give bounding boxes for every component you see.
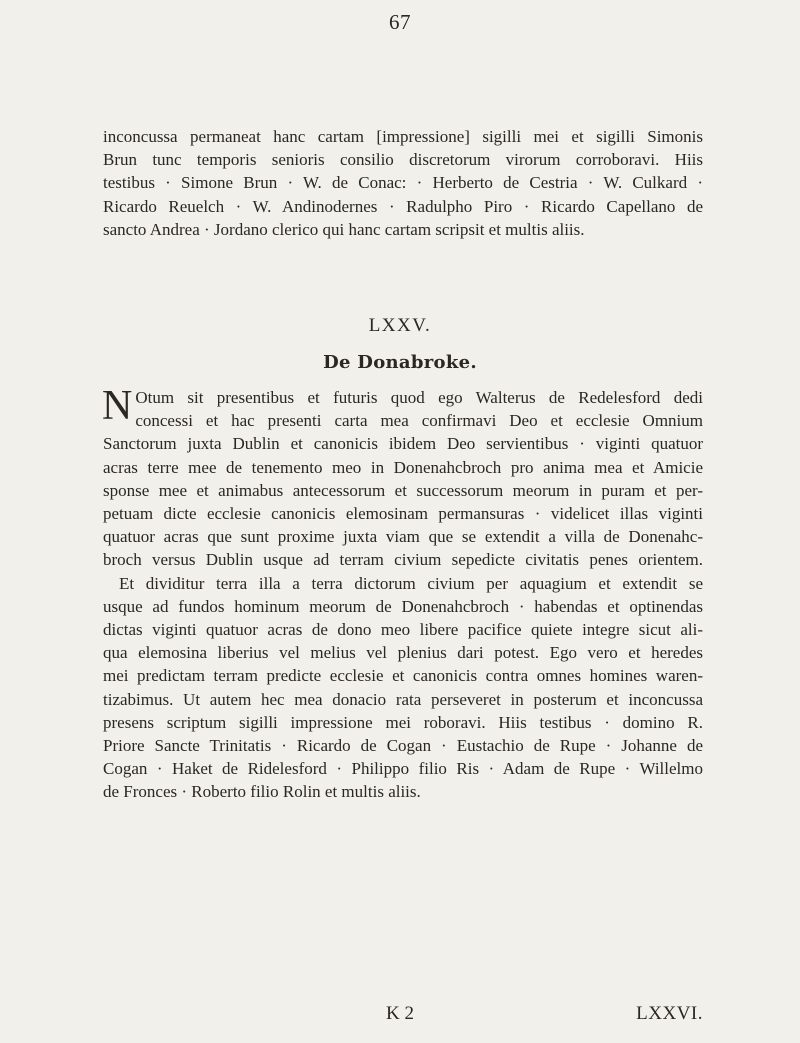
text-line: mei predictam terram predicte ecclesie et canonicis contra omnes homines waren- (103, 666, 703, 686)
text-line: dictas viginti quatuor acras de dono meo libere pacifice quiete integre sicut ali- (103, 620, 703, 640)
charter-text (102, 383, 703, 804)
text-line: tizabimus. Ut autem hec mea donacio rata perseveret in posterum et inconcussa (103, 689, 703, 709)
text-line: presens scriptum sigilli impressione mei roboravi. Hiis testibus · domino R. (103, 712, 703, 732)
text-line: de Fronces · Roberto filio Rolin et multis aliis. (103, 782, 421, 802)
text-line: Otum sit presentibus et futuris quod ego Walterus de Redelesford dedi (135, 388, 703, 407)
signature-mark: K 2 (386, 1003, 414, 1024)
text-line: usque ad fundos hominum meorum de Donenahcbroch · habendas et optinendas (103, 596, 703, 616)
text-line: acras terre mee de tenemento meo in Donenahcbroch pro anima mea et Amicie (103, 457, 703, 477)
text-line: concessi et hac presenti carta mea confirmavi Deo et ecclesie Omnium (135, 411, 703, 431)
text-line: Brun tunc temporis senioris consilio discretorum virorum corroboravi. Hiis (103, 150, 703, 170)
page-number: 67 (389, 10, 411, 34)
text-line: qua elemosina liberius vel melius vel plenius dari potest. Ego vero et heredes (103, 643, 703, 663)
text-line: sancto Andrea · Jordano clerico qui hanc cartam scripsit et multis aliis. (103, 219, 585, 239)
text-line: petuam dicte ecclesie canonicis elemosinam permansuras · videlicet illas viginti (103, 504, 703, 524)
charter-number: LXXV. (368, 315, 432, 336)
text-line: testibus · Simone Brun · W. de Conac: · Herberto de Cestria · W. Culkard · (103, 173, 703, 193)
text-line: Sanctorum juxta Dublin et canonicis ibidem Deo servientibus · viginti quatuor (103, 434, 703, 454)
text-line: Cogan · Haket de Ridelesford · Philippo filio Ris · Adam de Rupe · Willelmo (103, 759, 703, 779)
text-line: Priore Sancte Trinitatis · Ricardo de Cogan · Eustachio de Rupe · Johanne de (103, 736, 703, 756)
text-line: quatuor acras que sunt proxime juxta viam que se extendit a villa de Donenahc- (103, 527, 703, 547)
continued-paragraph (103, 125, 703, 241)
charter-heading: De Donabroke. (323, 352, 477, 373)
text-line: Et dividitur terra illa a terra dictorum civium per aquagium et extendit se (119, 573, 703, 593)
text-line: inconcussa permaneat hanc cartam [impressione] sigilli mei et sigilli Simonis (103, 127, 703, 146)
text-line: Ricardo Reuelch · W. Andinodernes · Radulpho Piro · Ricardo Capellano de (103, 196, 703, 216)
text-line: broch versus Dublin usque ad terram civium sepedicte civitatis penes orientem. (103, 550, 703, 570)
catchword: LXXVI. (636, 1003, 703, 1024)
drop-cap: N (102, 383, 133, 429)
text-line: sponse mee et animabus antecessorum et successorum meorum in puram et per- (103, 480, 703, 500)
